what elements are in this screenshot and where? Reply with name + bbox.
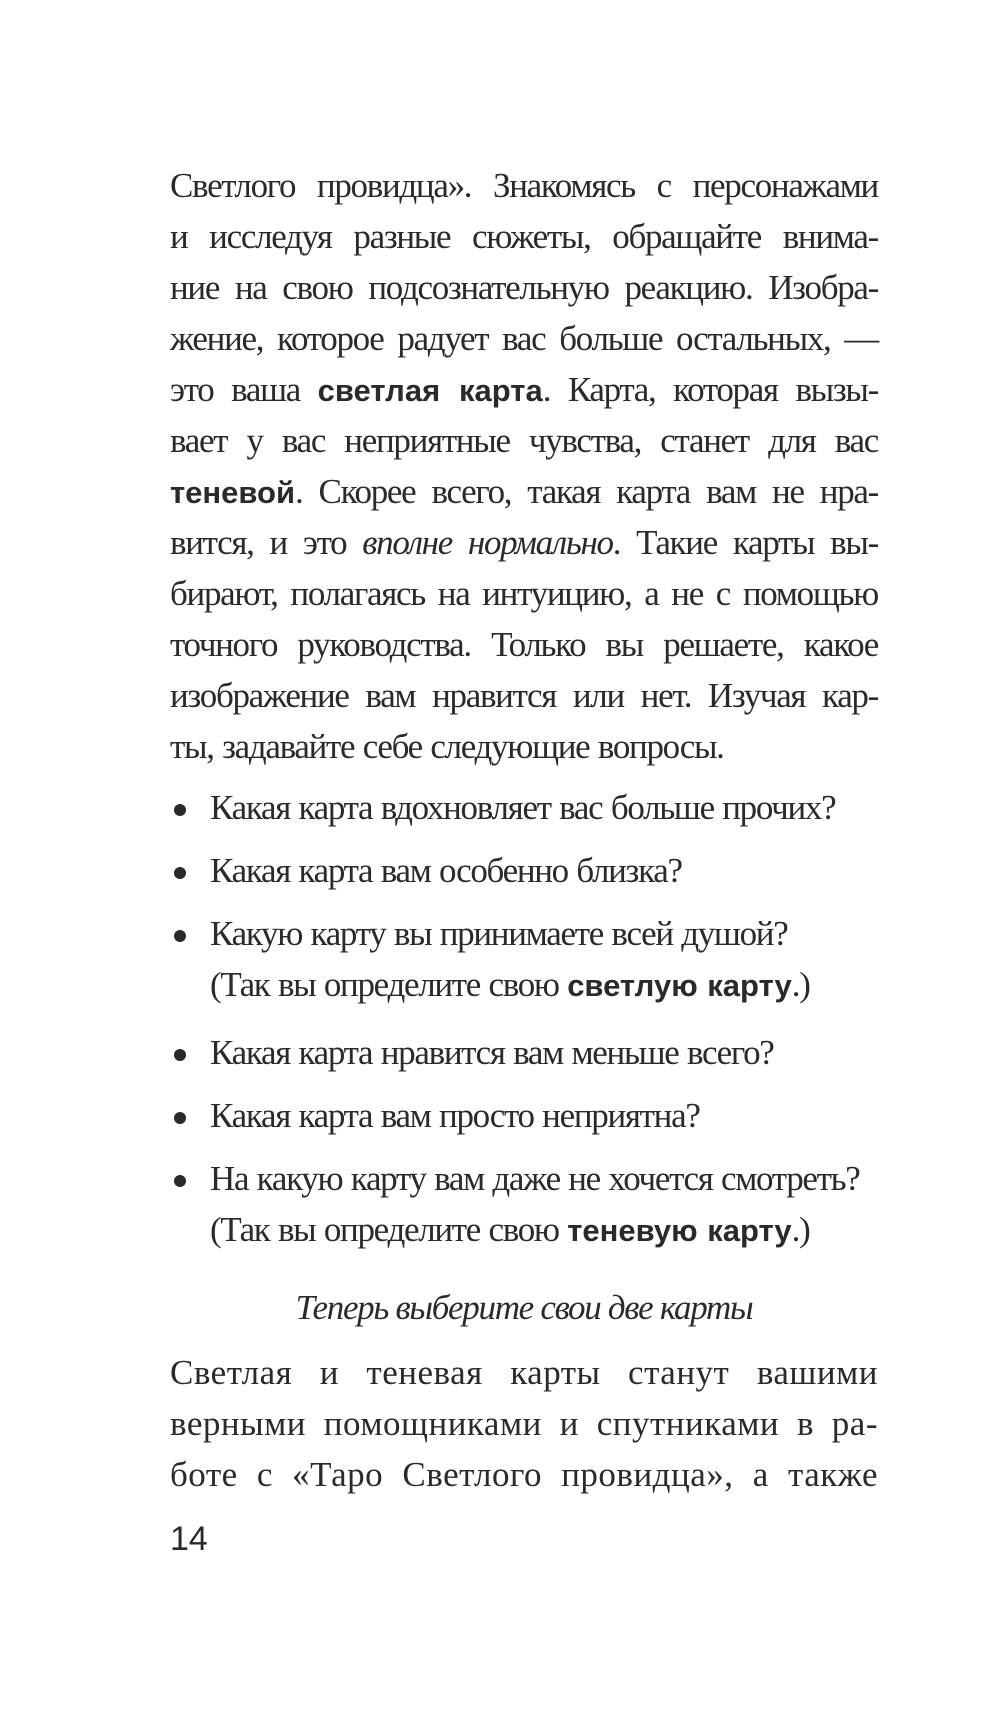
text-line xyxy=(170,466,878,517)
text-run: изображение вам нравится или нет. Изучая кар- xyxy=(170,676,878,715)
text-run: .) xyxy=(791,1210,810,1249)
text-run: это ваша xyxy=(170,370,318,409)
text-run: верными помощниками и спутниками в ра- xyxy=(170,1404,878,1443)
text-line xyxy=(170,721,878,772)
text-run: ты, задавайте себе следующие вопросы. xyxy=(170,727,724,766)
text-line xyxy=(170,1347,878,1398)
text-line xyxy=(170,364,878,415)
text-line xyxy=(170,517,878,568)
text-line xyxy=(170,568,878,619)
bold-term: светлая карта xyxy=(317,373,543,408)
bullet-icon xyxy=(174,867,186,879)
bullet-icon xyxy=(174,1112,186,1124)
page-number: 14 xyxy=(170,1520,208,1558)
text-line xyxy=(210,1090,878,1141)
text-line xyxy=(170,262,878,313)
text-line xyxy=(210,959,878,1010)
text-run: Светлая и теневая карты станут вашими xyxy=(170,1353,878,1392)
bullet-icon xyxy=(174,1049,186,1061)
text-line xyxy=(210,782,878,833)
bullet-icon xyxy=(174,1175,186,1187)
text-line xyxy=(170,313,878,364)
text-run: Какая карта вам просто неприятна? xyxy=(210,1096,700,1135)
text-run: Какая карта вам особенно близка? xyxy=(210,851,682,890)
text-line xyxy=(170,1398,878,1449)
italic-phrase: вполне нормально xyxy=(362,523,613,562)
text-line xyxy=(170,1449,878,1500)
text-run: боте с «Таро Светлого провидца», а также xyxy=(170,1455,878,1494)
text-run: Какую карту вы принимаете всей душой? xyxy=(210,914,788,953)
bold-term: теневую карту xyxy=(567,1213,792,1248)
bold-term: светлую карту xyxy=(567,968,792,1003)
text-line xyxy=(170,160,878,211)
text-run: ние на свою подсознательную реакцию. Изобра- xyxy=(170,268,878,307)
text-run: . Скорее всего, такая карта вам не нра- xyxy=(295,472,878,511)
text-run: На какую карту вам даже не хочется смотреть? xyxy=(210,1159,860,1198)
text-line xyxy=(170,619,878,670)
bold-term: теневой xyxy=(170,475,296,510)
text-line xyxy=(210,1027,878,1078)
text-run: вится, и это xyxy=(170,523,363,562)
text-run: Какая карта вдохновляет вас больше прочих? xyxy=(210,788,836,827)
text-run: Светлого провидца». Знакомясь с персонажами xyxy=(170,166,878,205)
text-line xyxy=(210,1153,878,1204)
text-line xyxy=(210,908,878,959)
text-run: (Так вы определите свою xyxy=(210,1210,568,1249)
bullet-icon xyxy=(174,930,186,942)
text-run: (Так вы определите свою xyxy=(210,965,568,1004)
section-heading: Теперь выберите свои две карты xyxy=(295,1288,753,1327)
text-run: . Карта, которая вызы- xyxy=(542,370,878,409)
text-line xyxy=(170,415,878,466)
text-run: и исследуя разные сюжеты, обращайте внима- xyxy=(170,217,878,256)
text-run: .) xyxy=(791,965,810,1004)
text-line xyxy=(170,211,878,262)
text-run: Какая карта нравится вам меньше всего? xyxy=(210,1033,774,1072)
bullet-icon xyxy=(174,804,186,816)
text-line xyxy=(210,1204,878,1255)
text-line xyxy=(210,845,878,896)
text-run: вает у вас неприятные чувства, станет для вас xyxy=(170,421,878,460)
text-line xyxy=(170,670,878,721)
text-run: точного руководства. Только вы решаете, какое xyxy=(170,625,878,664)
text-run: . Такие карты вы- xyxy=(612,523,878,562)
text-run: жение, которое радует вас больше остальных, — xyxy=(170,319,878,358)
text-run: бирают, полагаясь на интуицию, а не с помощью xyxy=(170,574,878,613)
